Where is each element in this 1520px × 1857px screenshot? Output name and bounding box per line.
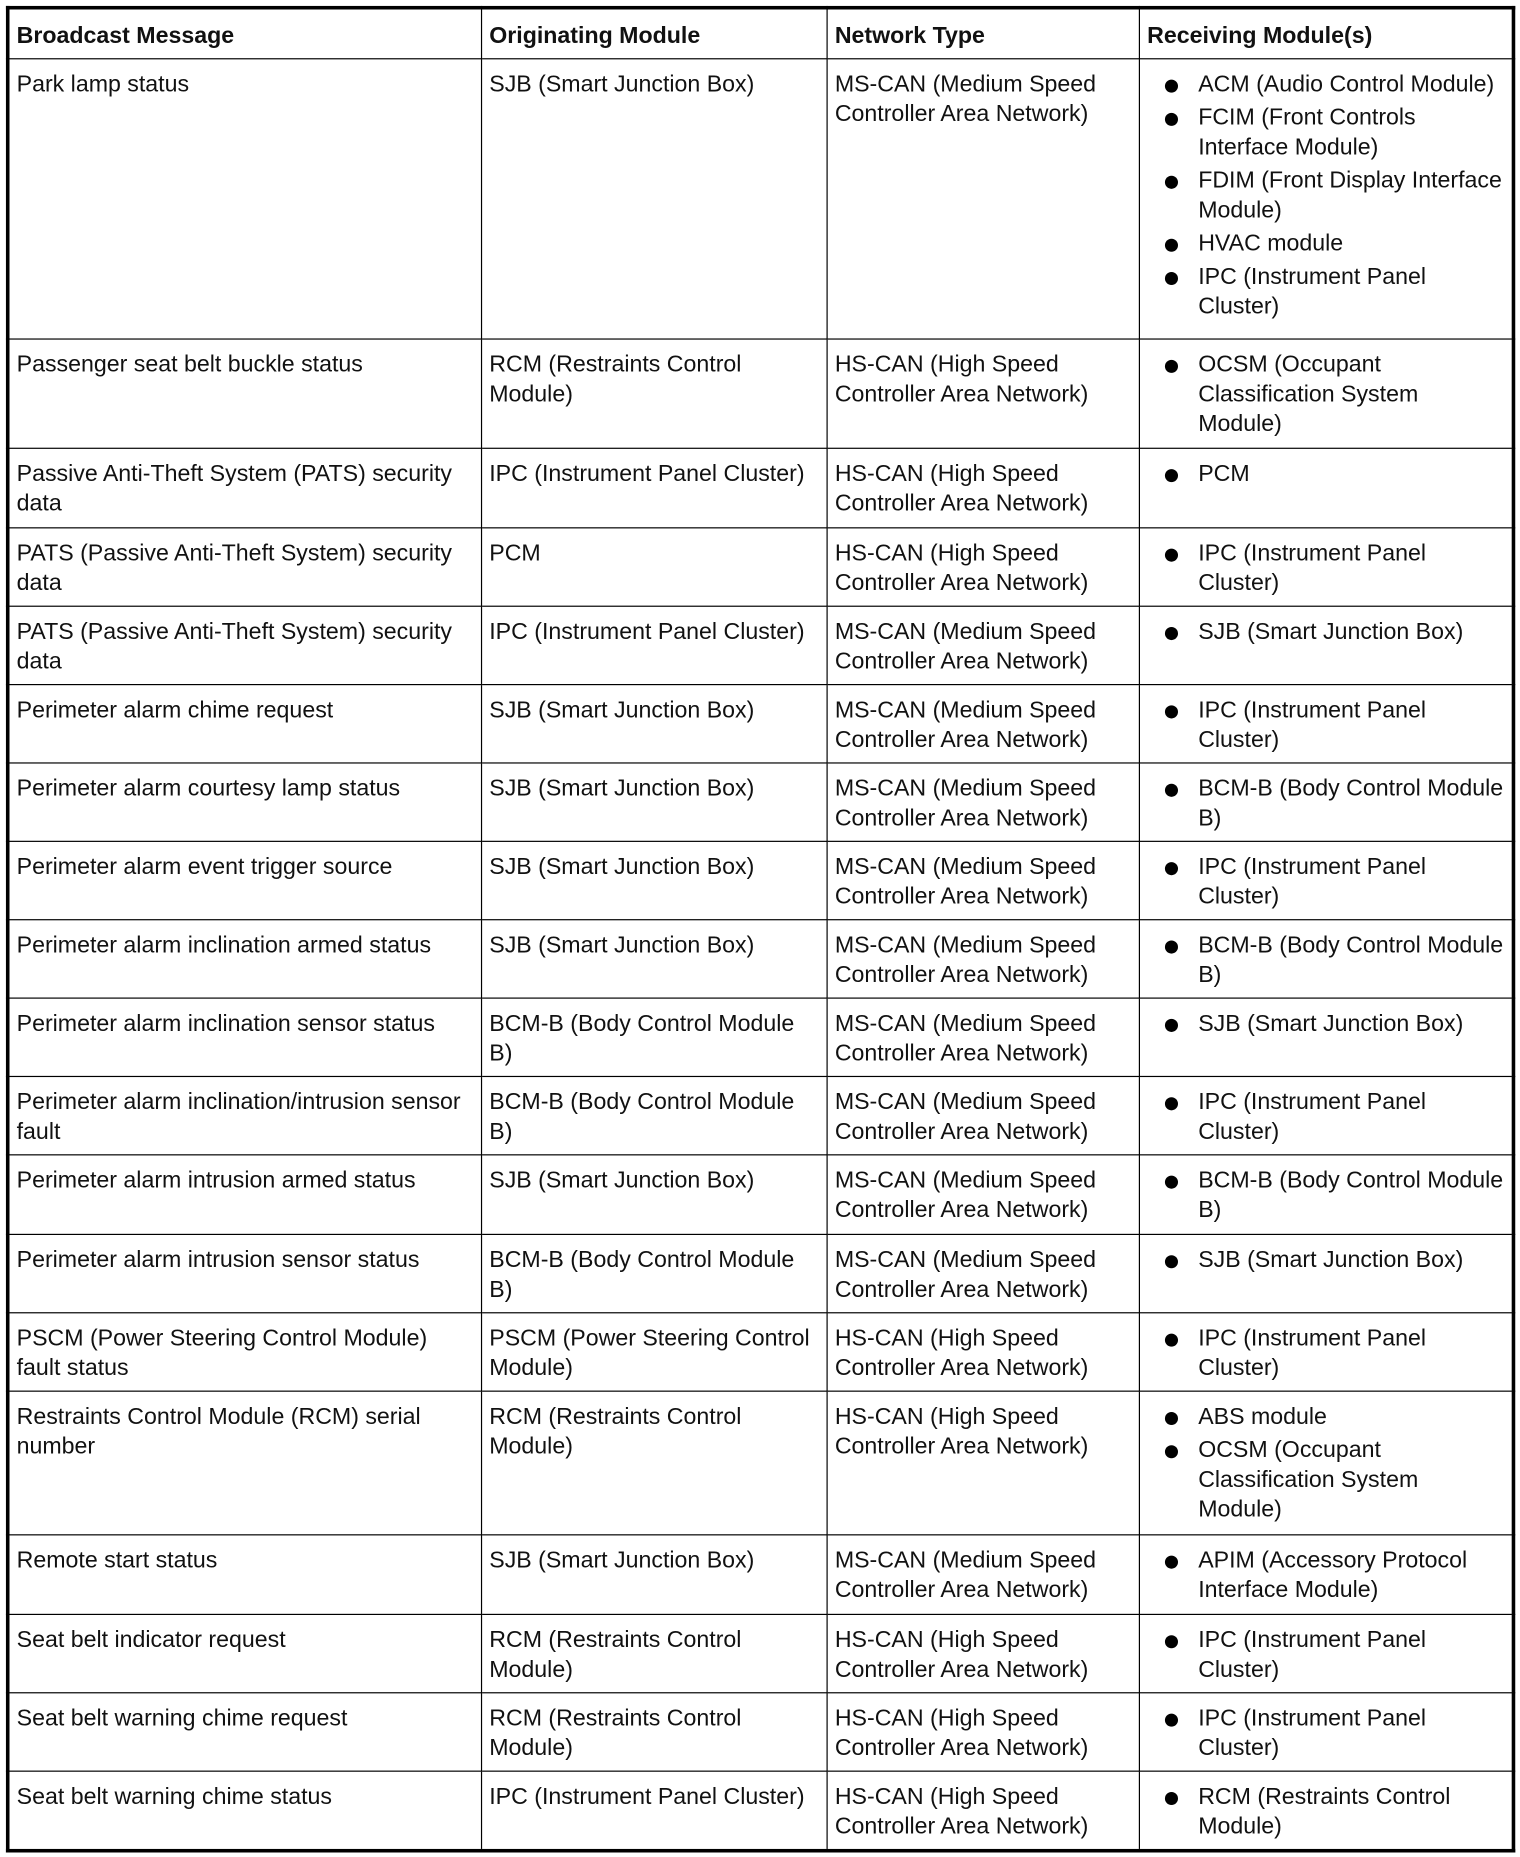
receiving-module-item: FDIM (Front Display Interface Module) xyxy=(1147,166,1504,225)
network-type-cell: MS-CAN (Medium Speed Controller Area Network) xyxy=(827,1234,1139,1313)
table-row xyxy=(8,998,1514,1077)
receiving-modules-list xyxy=(1147,1324,1504,1383)
receiving-modules-cell xyxy=(1139,606,1513,685)
receiving-modules-list xyxy=(1147,1704,1504,1763)
broadcast-message-cell: Perimeter alarm inclination sensor status xyxy=(8,998,482,1077)
receiving-module-item: RCM (Restraints Control Module) xyxy=(1147,1782,1504,1841)
receiving-modules-cell xyxy=(1139,1155,1513,1234)
table-row xyxy=(8,1614,1514,1693)
originating-module-cell: IPC (Instrument Panel Cluster) xyxy=(482,1771,828,1851)
originating-module-cell: SJB (Smart Junction Box) xyxy=(482,1155,828,1234)
receiving-module-item: APIM (Accessory Protocol Interface Module) xyxy=(1147,1547,1504,1606)
receiving-modules-cell xyxy=(1139,1771,1513,1851)
receiving-modules-cell xyxy=(1139,1614,1513,1693)
receiving-modules-cell xyxy=(1139,1535,1513,1614)
receiving-module-item: BCM-B (Body Control Module B) xyxy=(1147,774,1504,833)
network-type-cell: MS-CAN (Medium Speed Controller Area Network) xyxy=(827,1155,1139,1234)
receiving-modules-list xyxy=(1147,696,1504,755)
table-row xyxy=(8,527,1514,606)
receiving-modules-list xyxy=(1147,1088,1504,1147)
receiving-modules-cell xyxy=(1139,763,1513,842)
receiving-modules-cell xyxy=(1139,920,1513,999)
originating-module-cell: SJB (Smart Junction Box) xyxy=(482,1535,828,1614)
originating-module-cell: RCM (Restraints Control Module) xyxy=(482,1614,828,1693)
receiving-modules-cell xyxy=(1139,1692,1513,1771)
receiving-modules-list xyxy=(1147,539,1504,598)
receiving-module-item: IPC (Instrument Panel Cluster) xyxy=(1147,1088,1504,1147)
receiving-module-item: IPC (Instrument Panel Cluster) xyxy=(1147,262,1504,321)
table-body xyxy=(8,59,1514,1851)
broadcast-message-cell: Perimeter alarm inclination armed status xyxy=(8,920,482,999)
table-row xyxy=(8,1692,1514,1771)
broadcast-message-table xyxy=(6,6,1515,1853)
receiving-modules-list xyxy=(1147,460,1504,490)
network-type-cell: MS-CAN (Medium Speed Controller Area Network) xyxy=(827,59,1139,339)
originating-module-cell: BCM-B (Body Control Module B) xyxy=(482,1234,828,1313)
originating-module-cell: SJB (Smart Junction Box) xyxy=(482,763,828,842)
broadcast-message-cell: Perimeter alarm intrusion armed status xyxy=(8,1155,482,1234)
receiving-module-item: IPC (Instrument Panel Cluster) xyxy=(1147,1704,1504,1763)
receiving-modules-list xyxy=(1147,1167,1504,1226)
table-row xyxy=(8,59,1514,339)
originating-module-cell: PSCM (Power Steering Control Module) xyxy=(482,1312,828,1391)
originating-module-cell: IPC (Instrument Panel Cluster) xyxy=(482,606,828,685)
receiving-module-item: OCSM (Occupant Classification System Module) xyxy=(1147,1435,1504,1524)
broadcast-message-cell: Seat belt warning chime request xyxy=(8,1692,482,1771)
table-row xyxy=(8,1155,1514,1234)
receiving-module-item: OCSM (Occupant Classification System Module) xyxy=(1147,350,1504,439)
receiving-modules-cell xyxy=(1139,841,1513,920)
receiving-module-item: IPC (Instrument Panel Cluster) xyxy=(1147,853,1504,912)
receiving-modules-list xyxy=(1147,1625,1504,1684)
table-row xyxy=(8,1312,1514,1391)
receiving-modules-list xyxy=(1147,774,1504,833)
broadcast-message-cell: Passive Anti-Theft System (PATS) security data xyxy=(8,449,482,528)
receiving-module-item: SJB (Smart Junction Box) xyxy=(1147,1010,1504,1040)
receiving-modules-cell xyxy=(1139,684,1513,763)
table-row xyxy=(8,763,1514,842)
receiving-module-item: HVAC module xyxy=(1147,229,1504,259)
receiving-modules-list xyxy=(1147,853,1504,912)
receiving-module-item: PCM xyxy=(1147,460,1504,490)
table-row xyxy=(8,1234,1514,1313)
network-type-cell: HS-CAN (High Speed Controller Area Network) xyxy=(827,1391,1139,1536)
originating-module-cell: SJB (Smart Junction Box) xyxy=(482,684,828,763)
receiving-module-item: IPC (Instrument Panel Cluster) xyxy=(1147,1625,1504,1684)
receiving-module-item: BCM-B (Body Control Module B) xyxy=(1147,931,1504,990)
network-type-cell: MS-CAN (Medium Speed Controller Area Network) xyxy=(827,606,1139,685)
originating-module-cell: RCM (Restraints Control Module) xyxy=(482,1391,828,1536)
receiving-modules-cell xyxy=(1139,339,1513,449)
network-type-cell: HS-CAN (High Speed Controller Area Network) xyxy=(827,1312,1139,1391)
receiving-modules-cell xyxy=(1139,1077,1513,1156)
broadcast-message-cell: PATS (Passive Anti-Theft System) security data xyxy=(8,527,482,606)
broadcast-message-cell: Perimeter alarm inclination/intrusion sensor fault xyxy=(8,1077,482,1156)
header-originating-module: Originating Module xyxy=(482,8,828,59)
network-type-cell: HS-CAN (High Speed Controller Area Network) xyxy=(827,449,1139,528)
receiving-modules-cell xyxy=(1139,449,1513,528)
table-row xyxy=(8,339,1514,449)
network-type-cell: HS-CAN (High Speed Controller Area Network) xyxy=(827,339,1139,449)
originating-module-cell: BCM-B (Body Control Module B) xyxy=(482,998,828,1077)
network-type-cell: MS-CAN (Medium Speed Controller Area Network) xyxy=(827,841,1139,920)
receiving-modules-list xyxy=(1147,70,1504,322)
receiving-modules-cell xyxy=(1139,1312,1513,1391)
originating-module-cell: IPC (Instrument Panel Cluster) xyxy=(482,449,828,528)
receiving-modules-list xyxy=(1147,1010,1504,1040)
network-type-cell: MS-CAN (Medium Speed Controller Area Network) xyxy=(827,684,1139,763)
receiving-module-item: FCIM (Front Controls Interface Module) xyxy=(1147,103,1504,162)
header-receiving-modules: Receiving Module(s) xyxy=(1139,8,1513,59)
receiving-modules-cell xyxy=(1139,998,1513,1077)
header-network-type: Network Type xyxy=(827,8,1139,59)
network-type-cell: MS-CAN (Medium Speed Controller Area Network) xyxy=(827,920,1139,999)
table-row xyxy=(8,1535,1514,1614)
receiving-module-item: IPC (Instrument Panel Cluster) xyxy=(1147,1324,1504,1383)
receiving-modules-list xyxy=(1147,1782,1504,1841)
broadcast-message-cell: Perimeter alarm chime request xyxy=(8,684,482,763)
receiving-module-item: ABS module xyxy=(1147,1402,1504,1432)
receiving-modules-list xyxy=(1147,931,1504,990)
receiving-modules-cell xyxy=(1139,527,1513,606)
table-row xyxy=(8,1771,1514,1851)
table-row xyxy=(8,841,1514,920)
receiving-modules-cell xyxy=(1139,1234,1513,1313)
table-row xyxy=(8,606,1514,685)
header-broadcast-message: Broadcast Message xyxy=(8,8,482,59)
broadcast-message-cell: Park lamp status xyxy=(8,59,482,339)
table-row xyxy=(8,1391,1514,1536)
broadcast-message-cell: Perimeter alarm intrusion sensor status xyxy=(8,1234,482,1313)
broadcast-message-cell: Seat belt indicator request xyxy=(8,1614,482,1693)
broadcast-message-cell: Remote start status xyxy=(8,1535,482,1614)
broadcast-message-cell: PATS (Passive Anti-Theft System) security data xyxy=(8,606,482,685)
network-type-cell: HS-CAN (High Speed Controller Area Network) xyxy=(827,1614,1139,1693)
broadcast-message-cell: Seat belt warning chime status xyxy=(8,1771,482,1851)
receiving-module-item: SJB (Smart Junction Box) xyxy=(1147,617,1504,647)
network-type-cell: MS-CAN (Medium Speed Controller Area Network) xyxy=(827,1077,1139,1156)
originating-module-cell: BCM-B (Body Control Module B) xyxy=(482,1077,828,1156)
receiving-modules-list xyxy=(1147,1547,1504,1606)
table-row xyxy=(8,684,1514,763)
broadcast-message-cell: Restraints Control Module (RCM) serial number xyxy=(8,1391,482,1536)
receiving-modules-list xyxy=(1147,1402,1504,1524)
table-row xyxy=(8,1077,1514,1156)
network-type-cell: MS-CAN (Medium Speed Controller Area Network) xyxy=(827,998,1139,1077)
network-type-cell: MS-CAN (Medium Speed Controller Area Network) xyxy=(827,1535,1139,1614)
receiving-module-item: IPC (Instrument Panel Cluster) xyxy=(1147,696,1504,755)
table-row xyxy=(8,920,1514,999)
receiving-module-item: ACM (Audio Control Module) xyxy=(1147,70,1504,100)
network-type-cell: MS-CAN (Medium Speed Controller Area Network) xyxy=(827,763,1139,842)
network-type-cell: HS-CAN (High Speed Controller Area Network) xyxy=(827,1771,1139,1851)
originating-module-cell: RCM (Restraints Control Module) xyxy=(482,339,828,449)
broadcast-message-cell: Perimeter alarm event trigger source xyxy=(8,841,482,920)
header-row xyxy=(8,8,1514,59)
originating-module-cell: SJB (Smart Junction Box) xyxy=(482,59,828,339)
originating-module-cell: SJB (Smart Junction Box) xyxy=(482,920,828,999)
network-type-cell: HS-CAN (High Speed Controller Area Network) xyxy=(827,527,1139,606)
broadcast-message-cell: Perimeter alarm courtesy lamp status xyxy=(8,763,482,842)
receiving-modules-list xyxy=(1147,350,1504,439)
originating-module-cell: RCM (Restraints Control Module) xyxy=(482,1692,828,1771)
receiving-modules-cell xyxy=(1139,59,1513,339)
table-row xyxy=(8,449,1514,528)
table-header xyxy=(8,8,1514,59)
originating-module-cell: SJB (Smart Junction Box) xyxy=(482,841,828,920)
broadcast-message-cell: Passenger seat belt buckle status xyxy=(8,339,482,449)
receiving-modules-list xyxy=(1147,1245,1504,1275)
network-type-cell: HS-CAN (High Speed Controller Area Network) xyxy=(827,1692,1139,1771)
receiving-module-item: SJB (Smart Junction Box) xyxy=(1147,1245,1504,1275)
originating-module-cell: PCM xyxy=(482,527,828,606)
receiving-module-item: IPC (Instrument Panel Cluster) xyxy=(1147,539,1504,598)
receiving-module-item: BCM-B (Body Control Module B) xyxy=(1147,1167,1504,1226)
receiving-modules-cell xyxy=(1139,1391,1513,1536)
broadcast-message-cell: PSCM (Power Steering Control Module) fault status xyxy=(8,1312,482,1391)
receiving-modules-list xyxy=(1147,617,1504,647)
